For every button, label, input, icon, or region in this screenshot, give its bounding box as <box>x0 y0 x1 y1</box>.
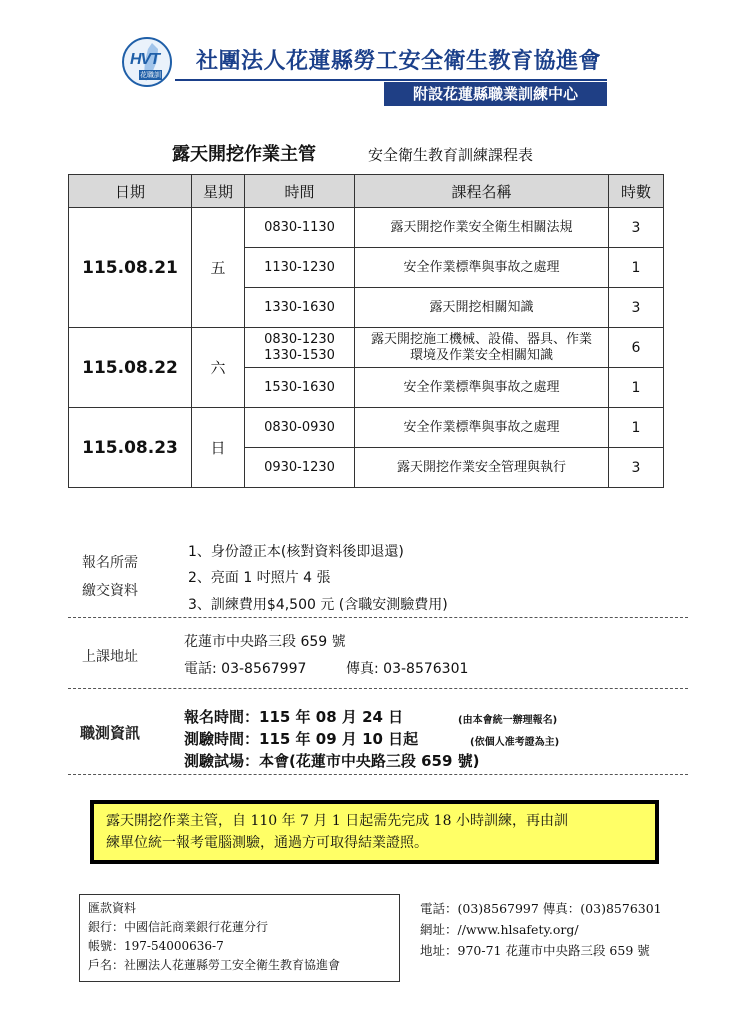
hours-cell: 6 <box>609 328 664 368</box>
hours-cell: 3 <box>609 208 664 248</box>
requirements-label-2: 繳交資料 <box>82 583 138 599</box>
time-line: 0830-1230 <box>264 331 335 347</box>
course-cell: 安全作業標準與事故之處理 <box>355 248 609 288</box>
contact-phone: 電話：(03)8567997 傳真：(03)8576301 <box>420 901 662 916</box>
requirement-item: 3、訓練費用$4,500 元 (含職安測驗費用) <box>188 597 448 613</box>
bank-title: 匯款資料 <box>88 901 137 915</box>
address-fax: 傳真: 03-8576301 <box>346 661 469 677</box>
course-subtitle: 安全衛生教育訓練課程表 <box>368 146 534 164</box>
bank-info-box <box>79 894 400 982</box>
course-cell <box>355 328 609 368</box>
requirement-item: 2、亮面 1 吋照片 4 張 <box>188 570 331 586</box>
course-cell: 安全作業標準與事故之處理 <box>355 368 609 408</box>
schedule-table <box>68 174 664 488</box>
contact-address: 地址：970-71 花蓮市中央路三段 659 號 <box>420 943 650 958</box>
org-logo <box>122 37 172 87</box>
time-cell: 0830-0930 <box>245 408 355 448</box>
requirement-item: 1、身份證正本(核對資料後即退還) <box>188 544 404 560</box>
logo-text: HVT <box>130 51 159 68</box>
exam-test-note: (依個人准考證為主) <box>470 737 560 748</box>
contact-website[interactable]: 網址：//www.hlsafety.org/ <box>420 922 579 937</box>
org-subtitle: 附設花蓮縣職業訓練中心 <box>384 82 607 106</box>
hours-cell: 3 <box>609 288 664 328</box>
course-title: 露天開挖作業主管 <box>172 144 316 165</box>
time-cell: 1330-1630 <box>245 288 355 328</box>
header-hours: 時數 <box>609 175 664 208</box>
time-cell: 0830-1130 <box>245 208 355 248</box>
date-cell: 115.08.22 <box>69 328 192 408</box>
exam-registration-note: (由本會統一辦理報名) <box>458 715 558 726</box>
divider <box>68 688 688 689</box>
exam-site: 測驗試場：本會(花蓮市中央路三段 659 號) <box>184 752 480 770</box>
logo-subtext: 花職訓 <box>140 71 161 79</box>
address-line: 花蓮市中央路三段 659 號 <box>184 634 346 650</box>
hours-cell: 1 <box>609 368 664 408</box>
header-weekday: 星期 <box>192 175 245 208</box>
course-cell: 露天開挖作業安全管理與執行 <box>355 448 609 488</box>
weekday-cell: 五 <box>192 208 245 328</box>
bank-name: 銀行：中國信託商業銀行花蓮分行 <box>88 920 269 934</box>
exam-test-time: 測驗時間：115 年 09 月 10 日起 <box>184 730 419 748</box>
time-cell <box>245 328 355 368</box>
exam-label: 職測資訊 <box>80 724 141 742</box>
requirements-label-1: 報名所需 <box>82 555 138 571</box>
address-phone: 電話: 03-8567997 <box>184 661 307 677</box>
weekday-cell: 六 <box>192 328 245 408</box>
header-rule <box>175 79 607 81</box>
table-row <box>69 408 664 448</box>
time-cell: 1130-1230 <box>245 248 355 288</box>
time-line: 1330-1530 <box>264 347 335 363</box>
course-cell: 露天開挖相關知識 <box>355 288 609 328</box>
course-line: 露天開挖施工機械、設備、器具、作業 <box>370 331 592 347</box>
header-course: 課程名稱 <box>355 175 609 208</box>
table-row <box>69 328 664 368</box>
header-time: 時間 <box>245 175 355 208</box>
hours-cell: 1 <box>609 408 664 448</box>
time-cell: 0930-1230 <box>245 448 355 488</box>
course-cell: 安全作業標準與事故之處理 <box>355 408 609 448</box>
notice-content <box>94 804 655 860</box>
course-cell: 露天開挖作業安全衛生相關法規 <box>355 208 609 248</box>
time-cell: 1530-1630 <box>245 368 355 408</box>
bank-account: 帳號：197-54000636-7 <box>88 939 224 953</box>
contact-info <box>420 898 662 961</box>
header-date: 日期 <box>69 175 192 208</box>
divider <box>68 774 688 775</box>
date-cell: 115.08.23 <box>69 408 192 488</box>
course-line: 環境及作業安全相關知識 <box>409 347 553 363</box>
notice-box <box>90 800 659 864</box>
weekday-cell: 日 <box>192 408 245 488</box>
divider <box>68 617 688 618</box>
hours-cell: 1 <box>609 248 664 288</box>
table-header-row <box>69 175 664 208</box>
table-row <box>69 208 664 248</box>
org-name: 社團法人花蓮縣勞工安全衛生教育協進會 <box>196 49 602 74</box>
notice-line: 露天開挖作業主管，自 110 年 7 月 1 日起需先完成 18 小時訓練，再由訓 <box>106 813 568 829</box>
address-label: 上課地址 <box>82 649 138 665</box>
notice-line: 練單位統一報考電腦測驗，通過方可取得結業證照。 <box>106 835 428 851</box>
bank-holder: 戶名：社團法人花蓮縣勞工安全衛生教育協進會 <box>88 958 341 972</box>
exam-registration: 報名時間：115 年 08 月 24 日 <box>184 708 404 726</box>
date-cell: 115.08.21 <box>69 208 192 328</box>
hours-cell: 3 <box>609 448 664 488</box>
